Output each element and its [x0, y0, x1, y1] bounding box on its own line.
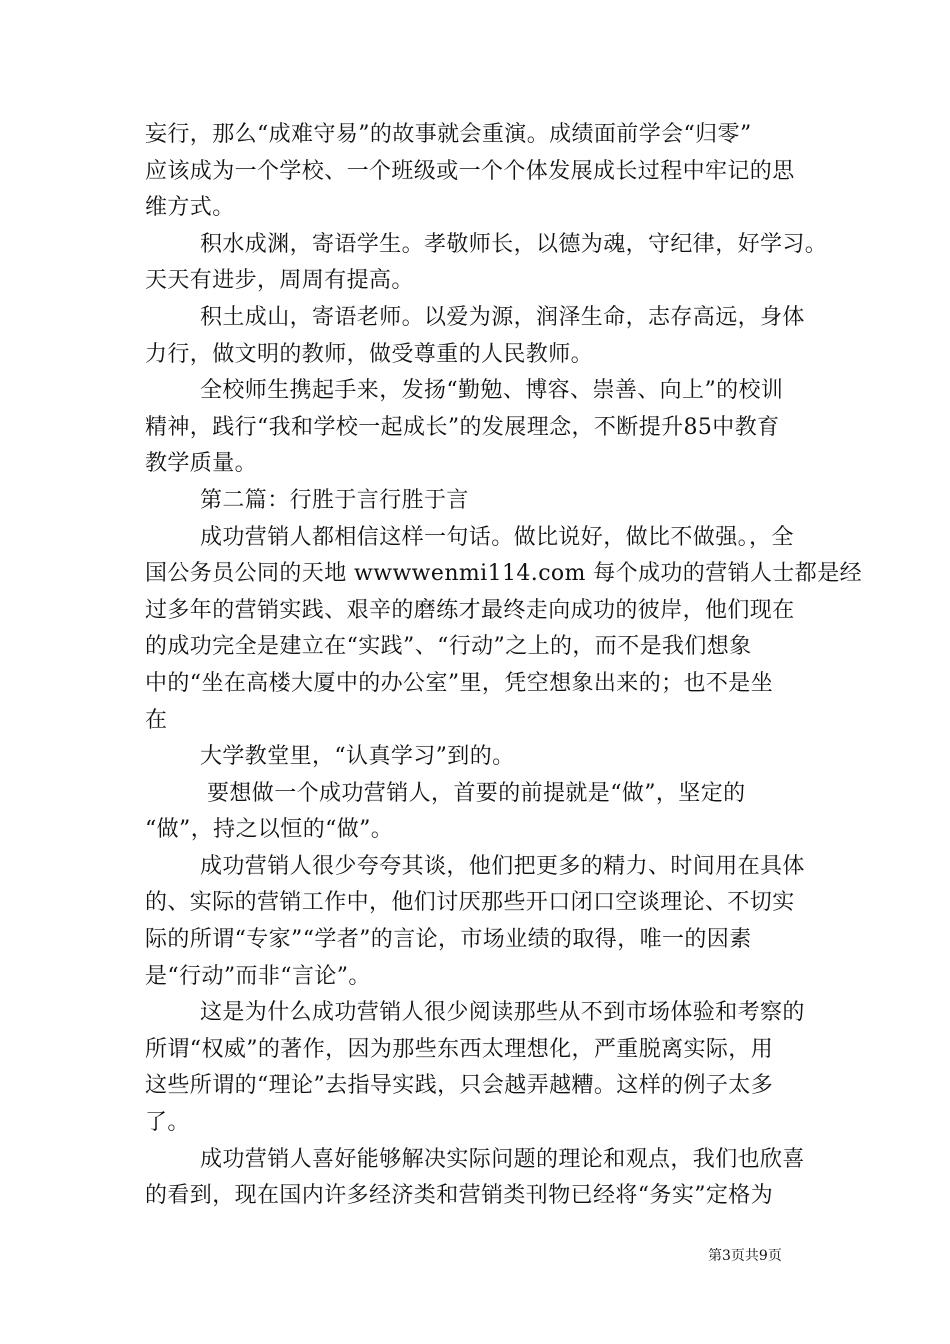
- text-line: 力行，做文明的教师，做受尊重的人民教师。: [145, 341, 594, 367]
- paragraph-start-line: 成功营销人很少夸夸其谈，他们把更多的精力、时间用在具体: [200, 853, 805, 879]
- paragraph-start-line: 全校师生携起手来，发扬“勤勉、博容、崇善、向上”的校训: [200, 378, 784, 404]
- text-line: 过多年的营销实践、艰辛的磨练才最终走向成功的彼岸，他们现在: [145, 597, 795, 623]
- paragraph-start-line: 积土成山，寄语老师。以爱为源，润泽生命，志存高远，身体: [200, 304, 805, 330]
- text-line: 所谓“权威”的著作，因为那些东西太理想化，严重脱离实际，用: [145, 1036, 774, 1062]
- text-line: 的看到，现在国内许多经济类和营销类刊物已经将“务实”定格为: [145, 1183, 774, 1209]
- paragraph-start-line: 成功营销人喜好能够解决实际问题的理论和观点，我们也欣喜: [200, 1146, 805, 1172]
- text-line: 妄行，那么“成难守易”的故事就会重演。成绩面前学会“归零”: [145, 122, 752, 147]
- text-line: 的、实际的营销工作中，他们讨厌那些开口闭口空谈理论、不切实: [145, 890, 795, 916]
- paragraph-start-line: 这是为什么成功营销人很少阅读那些从不到市场体验和考察的: [200, 1000, 805, 1026]
- text-line: 精神，践行“我和学校一起成长”的发展理念，不断提升85中教育: [145, 414, 780, 440]
- text-line: 这些所谓的“理论”去指导实践，只会越弄越糟。这样的例子太多: [145, 1073, 774, 1099]
- text-line: 在: [145, 707, 168, 733]
- text-line: 天天有进步，周周有提高。: [145, 268, 414, 294]
- paragraph-start-line: 要想做一个成功营销人，首要的前提就是“做”，坚定的: [207, 780, 746, 806]
- text-line: 应该成为一个学校、一个班级或一个个体发展成长过程中牢记的思: [145, 158, 795, 184]
- text-line: 是“行动”而非“言论”。: [145, 963, 371, 989]
- text-line: “做”，持之以恒的“做”。: [145, 817, 394, 843]
- page-number: 第3页共9页: [708, 1248, 782, 1264]
- body-text: [145, 117, 863, 1215]
- text-line: 国公务员公同的天地 wwwwenmi114.com 每个成功的营销人士都是经: [145, 561, 863, 587]
- paragraph-start-line: 积水成渊，寄语学生。孝敬师长，以德为魂，守纪律，好学习。: [200, 231, 828, 257]
- text-line: 际的所谓“专家”“学者”的言论，市场业绩的取得，唯一的因素: [145, 927, 752, 953]
- text-line: 教学质量。: [145, 451, 258, 477]
- paragraph-start-line: 成功营销人都相信这样一句话。做比说好，做比不做强。，全: [200, 524, 794, 550]
- section-heading: 第二篇：行胜于言行胜于言: [200, 487, 469, 513]
- text-line: 的成功完全是建立在“实践”、“行动”之上的，而不是我们想象: [145, 634, 752, 660]
- paragraph-start-line: 大学教堂里，“认真学习”到的。: [200, 744, 515, 770]
- text-line: 维方式。: [145, 195, 235, 221]
- text-line: 了。: [145, 1110, 190, 1136]
- text-line: 中的“坐在高楼大厦中的办公室”里，凭空想象出来的；也不是坐: [145, 670, 774, 696]
